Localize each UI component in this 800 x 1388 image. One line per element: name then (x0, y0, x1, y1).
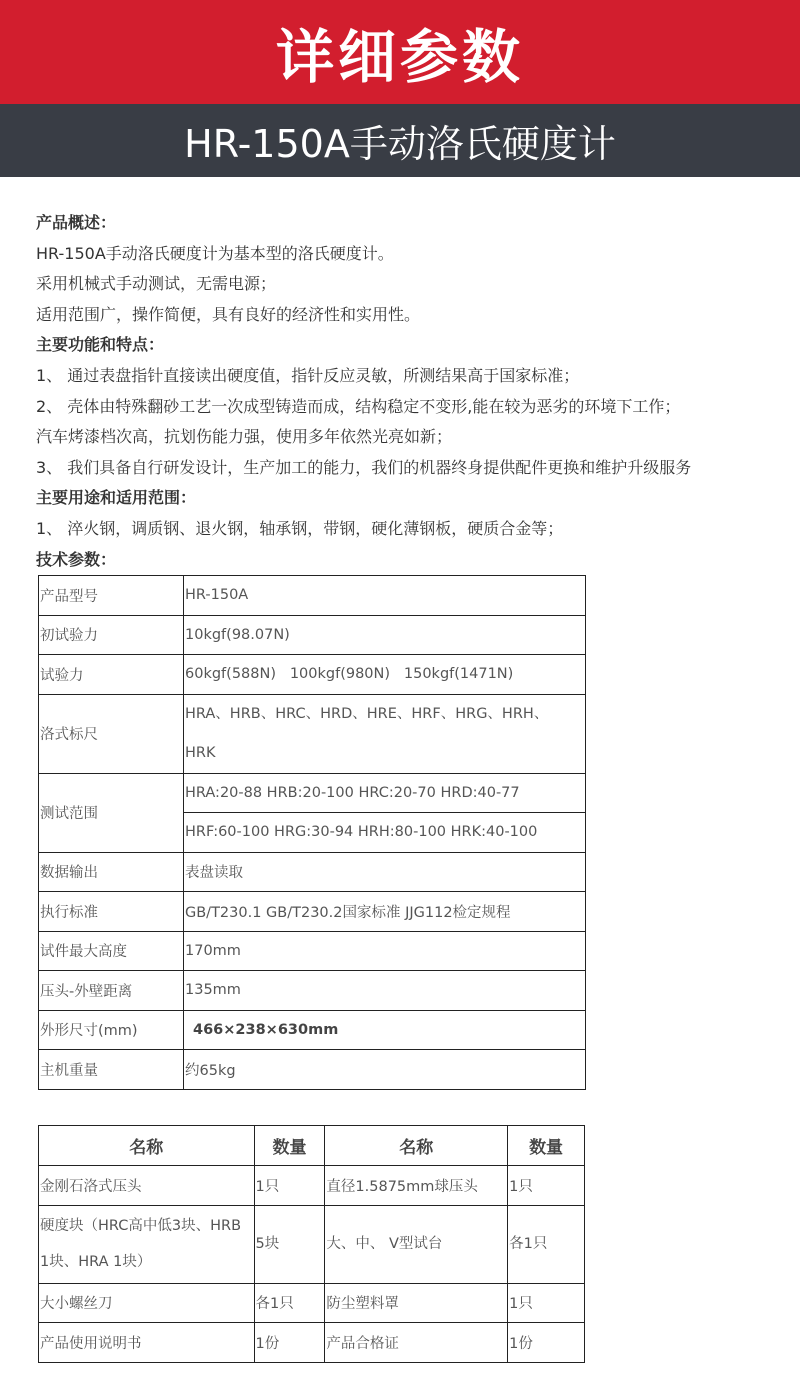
spec-value: 135mm (184, 971, 586, 1011)
feature-line: 1、 通过表盘指针直接读出硬度值，指针反应灵敏，所测结果高于国家标准； (36, 365, 580, 385)
table-row (39, 1050, 586, 1090)
table-cell: 各1只 (254, 1283, 325, 1323)
table-row (39, 971, 586, 1011)
title-banner (0, 0, 800, 104)
overview-line: 适用范围广，操作简便，具有良好的经济性和实用性。 (36, 304, 421, 324)
table-row (39, 1166, 585, 1206)
table-cell: 大、中、 V型试台 (325, 1205, 508, 1283)
spec-value: HR-150A (184, 576, 586, 616)
usage-line: 1、 淬火钢，调质钢、退火钢，轴承钢，带钢，硬化薄钢板，硬质合金等； (36, 518, 564, 538)
table-cell: 产品合格证 (325, 1323, 508, 1363)
product-title: HR-150A手动洛氏硬度计 (184, 122, 616, 166)
spec-value: HRA:20-88 HRB:20-100 HRC:20-70 HRD:40-77 (184, 773, 586, 813)
spec-key: 初试验力 (39, 615, 184, 655)
table-row (39, 852, 586, 892)
spec-key: 主机重量 (39, 1050, 184, 1090)
table-cell: 1只 (508, 1283, 585, 1323)
spec-key: 压头-外壁距离 (39, 971, 184, 1011)
table-cell: 1份 (254, 1323, 325, 1363)
spec-key: 洛式标尺 (39, 694, 184, 773)
subtitle-banner (0, 104, 800, 177)
table-row (39, 892, 586, 932)
spec-key: 产品型号 (39, 576, 184, 616)
table-row (39, 694, 586, 773)
feature-line: 2、 壳体由特殊翻砂工艺一次成型铸造而成，结构稳定不变形,能在较为恶劣的环境下工作； (36, 396, 681, 416)
table-cell: 产品使用说明书 (39, 1323, 255, 1363)
spec-value: 60kgf(588N) 100kgf(980N) 150kgf(1471N) (184, 655, 586, 695)
table-header-row (39, 1126, 585, 1166)
page-title: 详细参数 (275, 23, 524, 91)
overview-heading: 产品概述： (36, 213, 117, 232)
spec-table (38, 575, 586, 1090)
column-header: 数量 (508, 1126, 585, 1166)
spec-key: 外形尺寸(mm) (39, 1010, 184, 1050)
table-cell: 防尘塑料罩 (325, 1283, 508, 1323)
spec-value: 约65kg (184, 1050, 586, 1090)
table-row (39, 1010, 586, 1050)
table-cell: 大小螺丝刀 (39, 1283, 255, 1323)
table-row (39, 1205, 585, 1283)
column-header: 数量 (254, 1126, 325, 1166)
spec-key: 试件最大高度 (39, 931, 184, 971)
overview-line: HR-150A手动洛氏硬度计为基本型的洛氏硬度计。 (36, 243, 394, 263)
spec-key: 数据输出 (39, 852, 184, 892)
table-row (39, 1283, 585, 1323)
overview-line: 采用机械式手动测试，无需电源； (36, 274, 277, 294)
table-row (39, 615, 586, 655)
spec-value: HRF:60-100 HRG:30-94 HRH:80-100 HRK:40-100 (184, 813, 586, 853)
table-cell: 直径1.5875mm球压头 (325, 1166, 508, 1206)
spec-value: GB/T230.1 GB/T230.2国家标准 JJG112检定规程 (184, 892, 586, 932)
spec-key: 执行标准 (39, 892, 184, 932)
feature-line: 3、 我们具备自行研发设计，生产加工的能力，我们的机器终身提供配件更换和维护升级服务 (36, 457, 692, 477)
table-cell: 硬度块（HRC高中低3块、HRB 1块、HRA 1块） (39, 1205, 255, 1283)
table-row (39, 773, 586, 813)
table-cell: 5块 (254, 1205, 325, 1283)
usage-heading: 主要用途和适用范围： (36, 488, 197, 508)
table-row (39, 1323, 585, 1363)
table-cell: 1份 (508, 1323, 585, 1363)
spec-value: 10kgf(98.07N) (184, 615, 586, 655)
accessory-table (38, 1125, 585, 1363)
tech-heading: 技术参数： (36, 549, 117, 569)
spec-value: HRA、HRB、HRC、HRD、HRE、HRF、HRG、HRH、HRK (184, 694, 586, 773)
column-header: 名称 (39, 1126, 255, 1166)
table-cell: 1只 (254, 1166, 325, 1206)
spec-key: 试验力 (39, 655, 184, 695)
product-description (36, 208, 786, 575)
table-row (39, 655, 586, 695)
features-heading: 主要功能和特点： (36, 335, 165, 355)
spec-value: 466×238×630mm (184, 1010, 586, 1050)
spec-key: 测试范围 (39, 773, 184, 852)
table-row (39, 931, 586, 971)
spec-value: 170mm (184, 931, 586, 971)
feature-line: 汽车烤漆档次高，抗划伤能力强，使用多年依然光亮如新； (36, 427, 453, 447)
table-cell: 1只 (508, 1166, 585, 1206)
table-row (39, 576, 586, 616)
table-cell: 各1只 (508, 1205, 585, 1283)
column-header: 名称 (325, 1126, 508, 1166)
spec-value: 表盘读取 (184, 852, 586, 892)
table-cell: 金刚石洛式压头 (39, 1166, 255, 1206)
